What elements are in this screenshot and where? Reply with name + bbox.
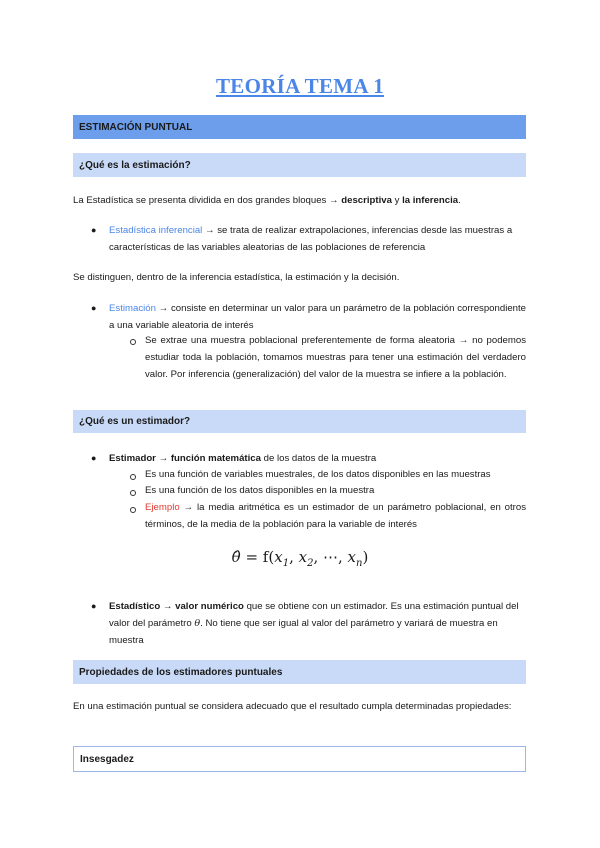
sub-item-muestra-poblacional: Se extrae una muestra poblacional preferentemente de forma aleatoria → no podemos estudiar toda la población, tomamos muestras para tener una estimación del verdadero valor. Por inferencia (generalización) del valor de la muestra se infiere a la población. <box>145 335 526 380</box>
estimator-formula: θ̂ = $f(x_1$, $x_2$, ⋯, $x_n$) <box>231 548 369 569</box>
sub-bullet-icon <box>130 490 136 496</box>
heading-propiedades: Propiedades de los estimadores puntuales <box>73 660 526 684</box>
bullet-icon: ● <box>91 453 97 463</box>
intro-paragraph: La Estadística se presenta dividida en dos grandes bloques → descriptiva y la inferencia. <box>73 195 461 206</box>
bullet-icon: ● <box>91 601 97 611</box>
list-item-estimacion: Estimación → consiste en determinar un valor para un parámetro de la población correspondiente a una variable aleatoria de interés <box>109 303 526 331</box>
list-item-estadistico: Estadístico → valor numérico que se obtiene con un estimador. Es una estimación puntual del valor del parámetro θ. No tiene que ser igual al valor del parámetro y variará de muestra en muestra <box>109 601 519 646</box>
sub-bullet-icon <box>130 474 136 480</box>
sub-bullet-icon <box>130 339 136 345</box>
paragraph-propiedades: En una estimación puntual se considera adecuado que el resultado cumpla determinadas propiedades: <box>73 701 512 712</box>
bullet-icon: ● <box>91 303 97 313</box>
sub-item-funcion-datos: Es una función de los datos disponibles en la muestra <box>145 485 375 496</box>
list-item-estimador: Estimador → función matemática de los datos de la muestra <box>109 453 377 464</box>
heading-que-es-estimador: ¿Qué es un estimador? <box>73 410 526 433</box>
sub-item-ejemplo: Ejemplo → la media aritmética es un estimador de un parámetro poblacional, en otros términos, de la media de la población para la variable de interés <box>145 502 526 530</box>
heading-que-es-estimacion: ¿Qué es la estimación? <box>73 153 526 177</box>
sub-item-funcion-variables: Es una función de variables muestrales, de los datos disponibles en las muestras <box>145 469 491 480</box>
subheading-insesgadez: Insesgadez <box>73 746 526 772</box>
sub-bullet-icon <box>130 507 136 513</box>
page-title: TEORÍA TEMA 1 <box>215 74 385 98</box>
bullet-icon: ● <box>91 225 97 235</box>
list-item-estadistica-inferencial: Estadística inferencial → se trata de realizar extrapolaciones, inferencias desde las muestras a características de las variables aleatorias de las poblaciones de referencia <box>109 225 513 253</box>
section-header-estimacion-puntual: ESTIMACIÓN PUNTUAL <box>73 115 526 139</box>
paragraph-distinguen: Se distinguen, dentro de la inferencia estadística, la estimación y la decisión. <box>73 272 400 283</box>
